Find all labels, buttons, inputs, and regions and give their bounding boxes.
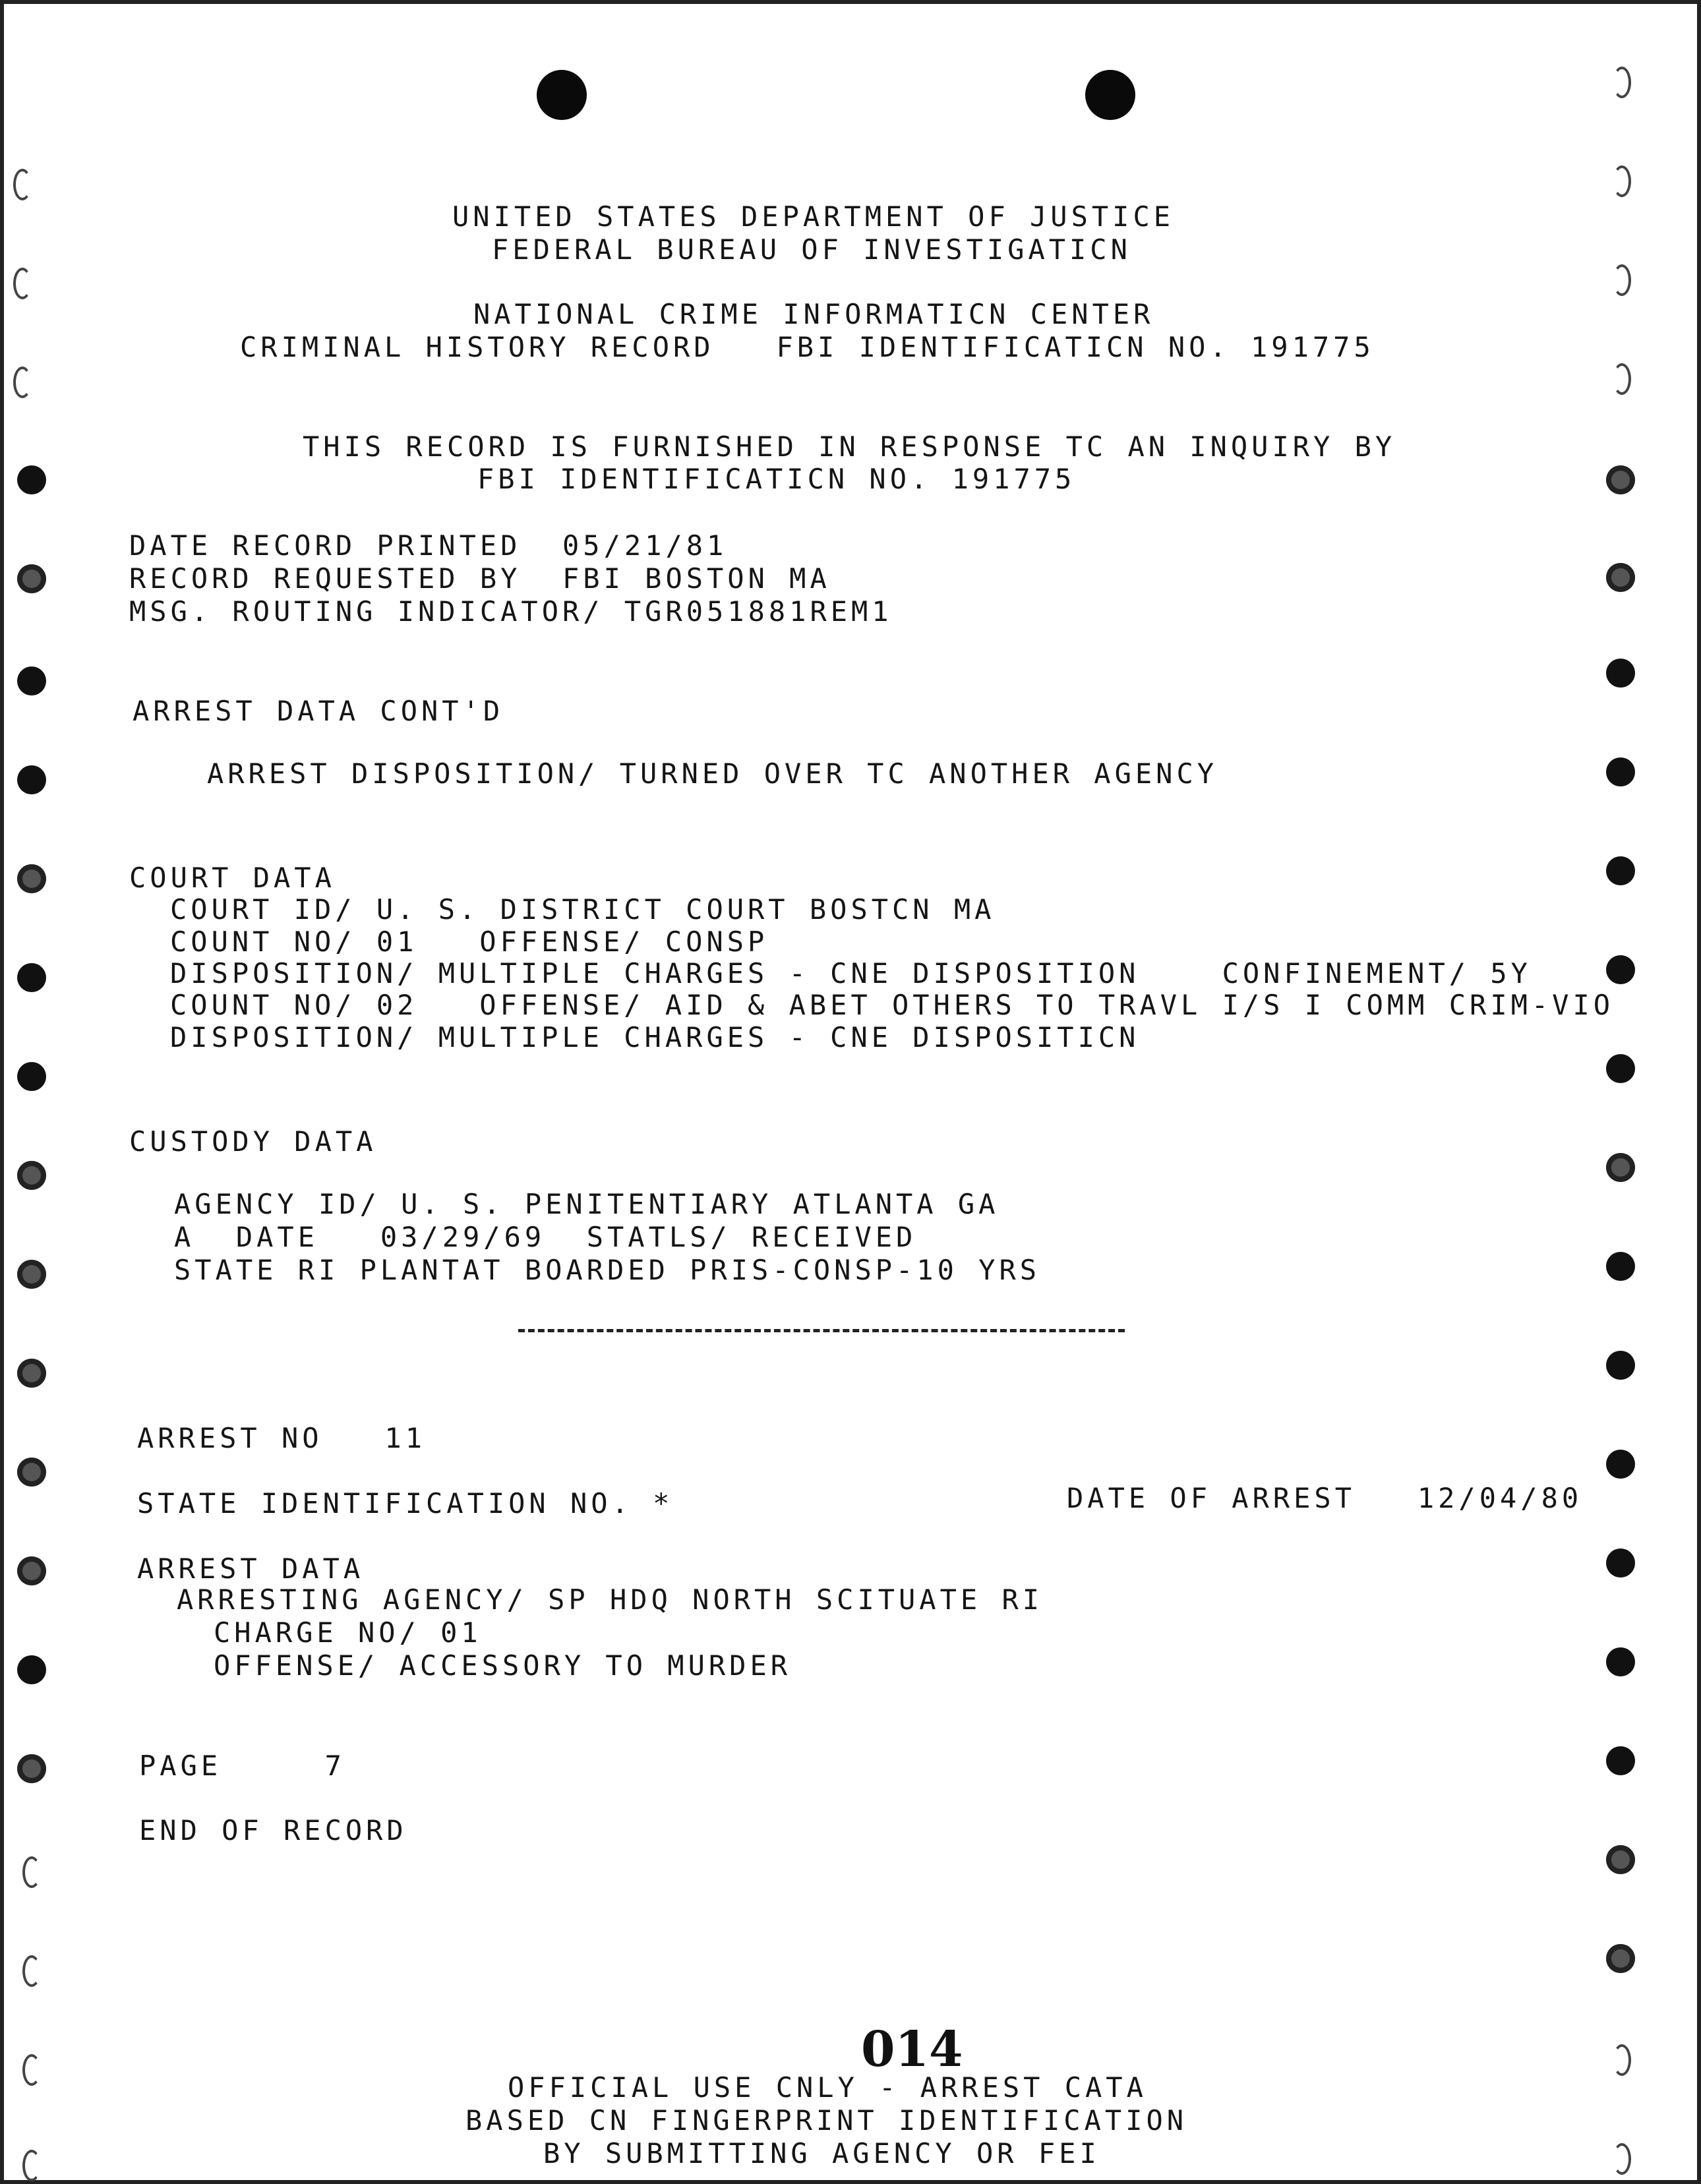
tractor-hole-right (1606, 1351, 1635, 1380)
tractor-hole-right (1606, 1450, 1635, 1479)
arrest-data-heading: ARREST DATA (137, 1552, 365, 1585)
tractor-hole-left (22, 1856, 41, 1888)
tractor-hole-right (1606, 465, 1635, 494)
footer-line-3: BY SUBMITTING AGENCY OR FEI (543, 2137, 1100, 2169)
tractor-hole-right (1613, 67, 1631, 98)
punch-hole-right (1085, 70, 1135, 120)
tractor-hole-right (1606, 563, 1635, 592)
tractor-hole-right (1606, 1054, 1635, 1083)
disposition-2: DISPOSITION/ MULTIPLE CHARGES - CNE DISPOSITICN (170, 1021, 1140, 1053)
header-line-4: CRIMINAL HISTORY RECORD FBI IDENTIFICATICN NO. 191775 (240, 331, 1375, 363)
tractor-hole-right (1606, 856, 1635, 885)
record-requested-by: RECORD REQUESTED BY FBI BOSTON MA (129, 562, 831, 595)
routing-indicator: MSG. ROUTING INDICATOR/ TGR051881REM1 (129, 595, 893, 628)
count-2: COUNT NO/ 02 OFFENSE/ AID & ABET OTHERS TO TRAVL I/S I COMM CRIM-VIO (170, 989, 1615, 1021)
charge-number: CHARGE NO/ 01 (214, 1616, 482, 1649)
tractor-hole-right (1606, 757, 1635, 786)
tractor-hole-right (1606, 1153, 1635, 1182)
court-id: COURT ID/ U. S. DISTRICT COURT BOSTCN MA (170, 893, 996, 926)
tractor-hole-right (1613, 2143, 1631, 2175)
footer-line-1: OFFICIAL USE CNLY - ARREST CATA (508, 2071, 1147, 2104)
footer-line-2: BASED CN FINGERPRINT IDENTIFICATION (465, 2104, 1188, 2137)
tractor-hole-left (17, 1260, 46, 1289)
tractor-hole-left (17, 1062, 46, 1091)
inquiry-line-2: FBI IDENTIFICATICN NO. 191775 (477, 463, 1076, 495)
arrest-number: ARREST NO 11 (137, 1422, 427, 1454)
arrest-disposition: ARREST DISPOSITION/ TURNED OVER TC ANOTHER AGENCY (207, 757, 1218, 790)
tractor-hole-right (1606, 1845, 1635, 1874)
tractor-hole-right (1613, 363, 1631, 395)
tractor-hole-left (17, 1655, 46, 1684)
tractor-hole-left (17, 666, 46, 695)
header-line-2: FEDERAL BUREAU OF INVESTIGATICN (492, 233, 1131, 266)
court-data-heading: COURT DATA (129, 862, 336, 894)
tractor-hole-left (17, 1359, 46, 1388)
tractor-hole-left (17, 765, 46, 794)
tractor-hole-right (1606, 1252, 1635, 1281)
header-line-1: UNITED STATES DEPARTMENT OF JUSTICE (452, 200, 1175, 233)
tractor-hole-right (1606, 1549, 1635, 1578)
custody-state: STATE RI PLANTAT BOARDED PRIS-CONSP-10 YRS (174, 1254, 1041, 1286)
page-number: PAGE 7 (139, 1750, 345, 1782)
tractor-hole-left (17, 1556, 46, 1585)
tractor-hole-left (17, 465, 46, 494)
custody-agency: AGENCY ID/ U. S. PENITENTIARY ATLANTA GA (174, 1188, 1000, 1220)
tractor-hole-left (13, 169, 32, 200)
tractor-hole-right (1606, 1647, 1635, 1676)
state-identification: STATE IDENTIFICATION NO. * (137, 1487, 674, 1520)
punch-hole-left (537, 70, 587, 120)
dashed-separator (518, 1329, 1125, 1332)
inquiry-line-1: THIS RECORD IS FURNISHED IN RESPONSE TC AN INQUIRY BY (303, 430, 1396, 463)
tractor-hole-left (17, 1754, 46, 1783)
tractor-hole-left (17, 864, 46, 893)
count-1: COUNT NO/ 01 OFFENSE/ CONSP (170, 926, 769, 958)
tractor-hole-left (13, 268, 32, 299)
tractor-hole-right (1606, 1746, 1635, 1775)
tractor-hole-right (1613, 2044, 1631, 2076)
tractor-hole-right (1606, 955, 1635, 984)
tractor-hole-right (1613, 165, 1631, 197)
tractor-hole-right (1606, 659, 1635, 688)
tractor-hole-left (13, 367, 32, 398)
offense: OFFENSE/ ACCESSORY TO MURDER (214, 1649, 792, 1682)
tractor-hole-left (17, 1161, 46, 1190)
date-of-arrest: DATE OF ARREST 12/04/80 (1067, 1482, 1583, 1514)
tractor-hole-left (22, 2150, 41, 2181)
custody-date: A DATE 03/29/69 STATLS/ RECEIVED (174, 1221, 917, 1253)
tractor-hole-left (22, 1955, 41, 1987)
tractor-hole-left (17, 1458, 46, 1487)
tractor-hole-right (1613, 264, 1631, 296)
end-of-record: END OF RECORD (139, 1814, 407, 1846)
arresting-agency: ARRESTING AGENCY/ SP HDQ NORTH SCITUATE RI (177, 1583, 1044, 1616)
arrest-data-contd-heading: ARREST DATA CONT'D (133, 695, 504, 727)
date-record-printed: DATE RECORD PRINTED 05/21/81 (129, 529, 728, 562)
header-line-3: NATIONAL CRIME INFORMATICN CENTER (473, 298, 1154, 330)
disposition-1: DISPOSITION/ MULTIPLE CHARGES - CNE DISPOSITION CONFINEMENT/ 5Y (170, 957, 1532, 989)
tractor-hole-left (22, 2054, 41, 2086)
tractor-hole-left (17, 963, 46, 992)
tractor-hole-right (1606, 1944, 1635, 1973)
page-stamp-number: 014 (861, 2021, 963, 2078)
tractor-hole-left (17, 564, 46, 593)
custody-data-heading: CUSTODY DATA (129, 1125, 377, 1158)
